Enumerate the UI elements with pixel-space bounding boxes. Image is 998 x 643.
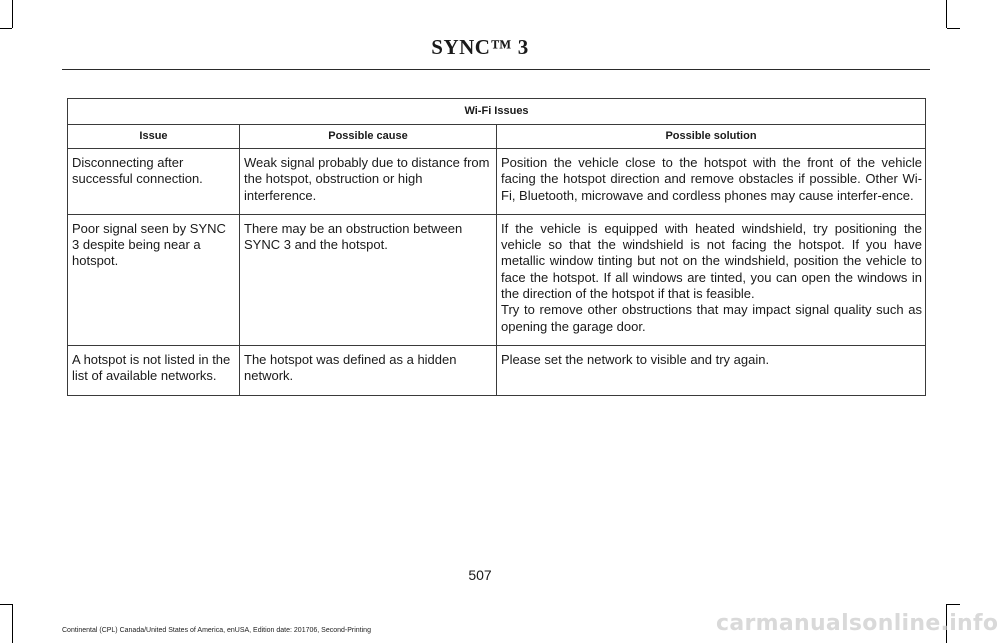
solution-cell <box>497 149 926 215</box>
page-number: 507 <box>468 567 492 583</box>
table-row <box>68 214 926 345</box>
crop-mark-bottom-left-vertical <box>12 604 13 643</box>
solution-cell <box>497 345 926 395</box>
cause-cell: Weak signal probably due to distance from the hotspot, obstruction or high interference. <box>240 149 497 215</box>
page-title: SYNC™ 3 <box>431 35 529 59</box>
issue-cell: Disconnecting after successful connection. <box>68 149 240 215</box>
crop-mark-top-right-horizontal <box>947 28 960 29</box>
crop-mark-top-left-horizontal <box>0 28 12 29</box>
solution-paragraph: Try to remove other obstructions that may impact signal quality such as opening the garage door. <box>501 302 923 334</box>
issue-cell: A hotspot is not listed in the list of available networks. <box>68 345 240 395</box>
cause-cell: The hotspot was defined as a hidden network. <box>240 345 497 395</box>
watermark-logo: carmanualsonline.info <box>716 611 998 636</box>
column-header-possible-solution: Possible solution <box>497 125 926 149</box>
issue-cell: Poor signal seen by SYNC 3 despite being near a hotspot. <box>68 214 240 345</box>
solution-paragraph: If the vehicle is equipped with heated windshield, try positioning the vehicle so that the windshield is not facing the hotspot. If you have metallic window tinting but not on the windshield, position the vehicle to face the hotspot. If all windows are tinted, you can open the windows in the direction of the hotspot if that is feasible. <box>501 220 923 302</box>
solution-paragraph: Please set the network to visible and try again. <box>501 351 770 367</box>
solution-paragraph: Position the vehicle close to the hotspot with the front of the vehicle facing the hotspot direction and remove obstacles if possible. Other Wi-Fi, Bluetooth, microwave and cordless phones may cause interfer-ence. <box>501 155 923 203</box>
crop-mark-top-left-vertical <box>12 0 13 28</box>
cause-cell: There may be an obstruction between SYNC 3 and the hotspot. <box>240 214 497 345</box>
table-row <box>68 149 926 215</box>
table-title: Wi-Fi Issues <box>68 99 926 125</box>
column-header-possible-cause: Possible cause <box>240 125 497 149</box>
title-rule <box>62 69 930 70</box>
crop-mark-bottom-right-horizontal <box>947 604 960 605</box>
solution-cell <box>497 214 926 345</box>
table-row <box>68 345 926 395</box>
crop-mark-bottom-left-horizontal <box>0 604 12 605</box>
edition-footer: Continental (CPL) Canada/United States of America, enUSA, Edition date: 201706, Second-Printing <box>62 627 371 634</box>
wifi-issues-table <box>67 98 926 396</box>
column-header-issue: Issue <box>68 125 240 149</box>
crop-mark-top-right-vertical <box>946 0 947 28</box>
